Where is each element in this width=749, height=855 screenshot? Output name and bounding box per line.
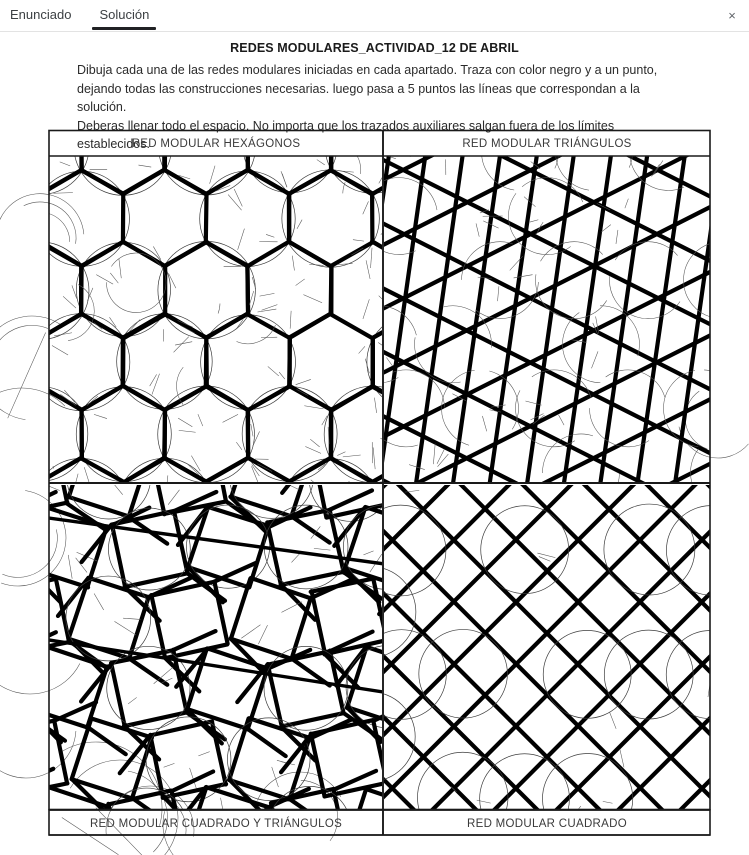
tab-solucion[interactable] [85,0,163,24]
quadrant-label-cuadrado: RED MODULAR CUADRADO [467,818,627,830]
quadrant-label-triangulos: RED MODULAR TRIÁNGULOS [462,138,632,150]
instruction-line-2: dejando todas las construcciones necesarias. luego pasa a 5 puntos las líneas que correspondan a la solución. [77,81,640,114]
tab-solucion-label: Solución [99,7,150,22]
quadrant-label-hexagonos: RED MODULAR HEXÁGONOS [131,138,301,150]
page-title: REDES MODULARES_ACTIVIDAD_12 DE ABRIL [230,41,519,55]
active-tab-indicator [92,27,156,30]
tab-enunciado[interactable] [0,0,85,24]
worksheet-canvas [0,118,749,855]
worksheet-svg [0,118,749,855]
tab-bar [0,0,749,32]
instruction-line-1: Dibuja cada una de las redes modulares iniciadas en cada apartado. Traza con color negro y a un punto, [77,63,658,77]
tab-enunciado-label: Enunciado [10,7,72,22]
quadrant-hexagonos-drawing [0,118,485,561]
instruction-line-3: Deberas llenar todo el espacio. No importa que los trazados auxiliares salgan fuera de los límites establecidos. [77,118,615,151]
quadrant-label-cuadrado-triangulos: RED MODULAR CUADRADO Y TRIÁNGULOS [89,818,343,830]
quadrant-cuadrado-triangulos-drawing [0,420,512,855]
close-icon-glyph: × [728,7,736,23]
close-icon[interactable] [722,5,742,25]
